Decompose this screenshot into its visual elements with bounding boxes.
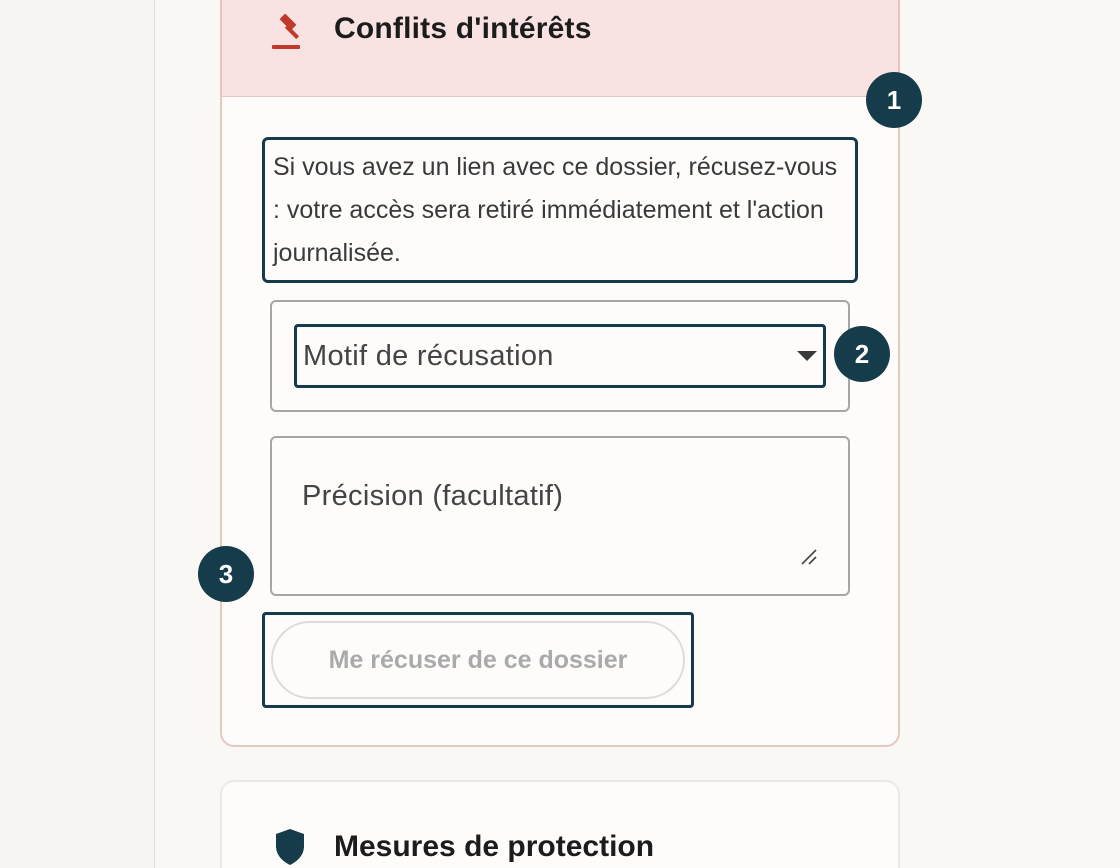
reason-select[interactable] <box>294 324 826 388</box>
recuse-button[interactable]: Me récuser de ce dossier <box>271 621 685 699</box>
conflicts-card <box>220 0 900 747</box>
recusal-info-text: Si vous avez un lien avec ce dossier, récusez-vous : votre accès sera retiré immédiatement et l'action journalisée. <box>262 137 858 283</box>
reason-select-value: Motif de récusation <box>303 339 554 372</box>
left-gutter <box>0 0 155 868</box>
recuse-button-focus-ring <box>262 612 694 708</box>
details-textarea-placeholder: Précision (facultatif) <box>302 480 564 512</box>
chevron-down-icon <box>797 351 817 361</box>
protection-card-title: Mesures de protection <box>334 830 655 863</box>
gavel-icon <box>270 12 310 52</box>
step-badge-3: 3 <box>198 546 254 602</box>
step-badge-2: 2 <box>834 326 890 382</box>
resize-handle-icon[interactable] <box>800 548 818 566</box>
conflicts-card-title: Conflits d'intérêts <box>334 12 592 45</box>
shield-icon <box>274 828 306 866</box>
reason-select-container <box>270 300 850 412</box>
protection-card <box>220 780 900 868</box>
conflicts-card-header <box>222 0 898 97</box>
details-textarea[interactable] <box>270 436 850 596</box>
step-badge-1: 1 <box>866 72 922 128</box>
